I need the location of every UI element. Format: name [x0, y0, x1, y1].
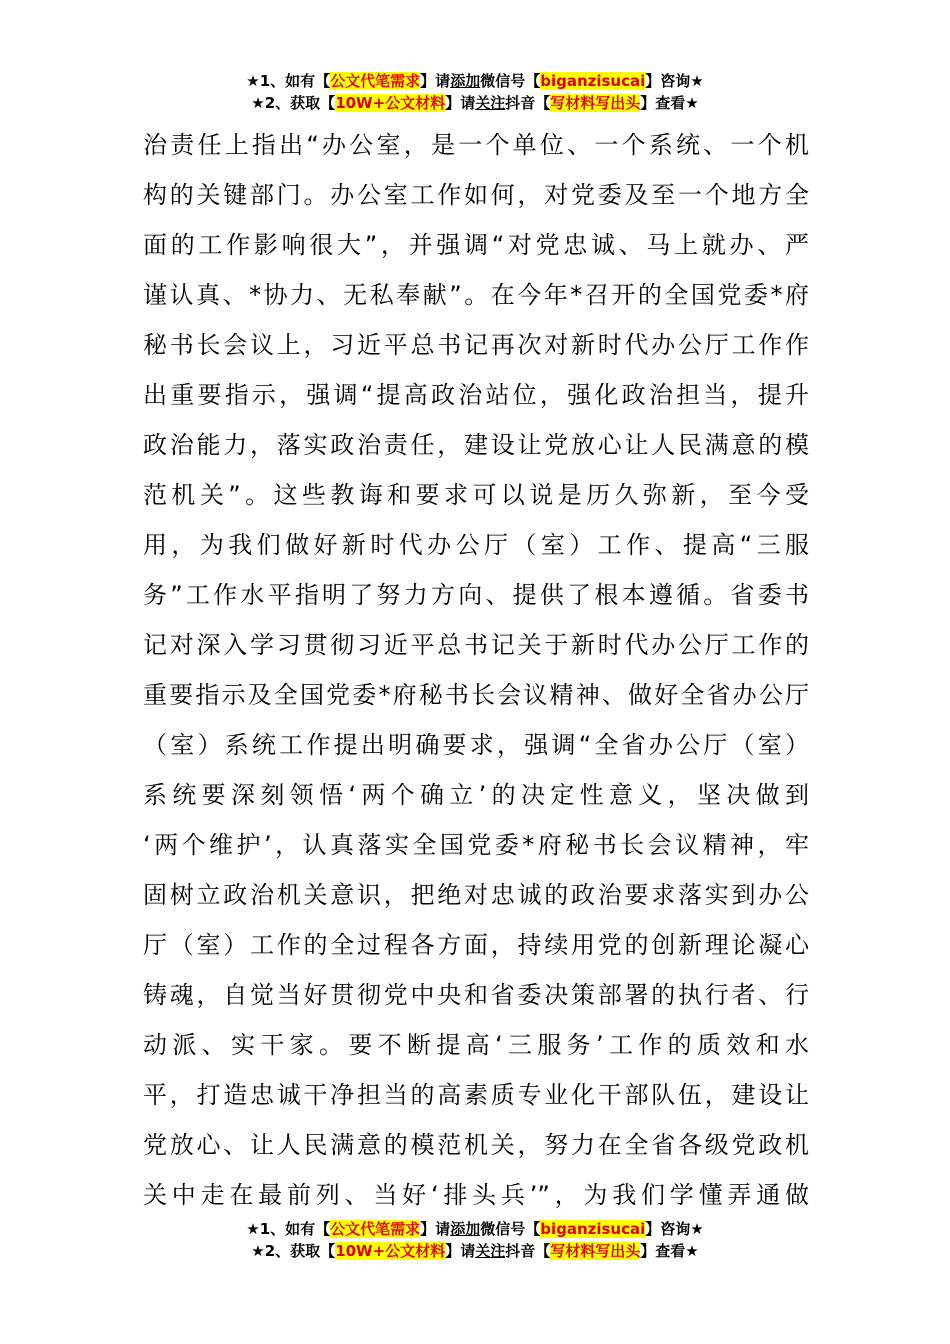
banner-line-1 — [0, 1218, 950, 1240]
banner-text: 微信号【 — [480, 1220, 541, 1238]
banner-text: 抖音【 — [505, 94, 551, 112]
banner-text: 】请 — [445, 94, 476, 112]
banner-underline: 添加 — [450, 1220, 481, 1238]
text-line: 关中走在最前列、当好‘排头兵’”，为我们学懂弄通做 — [143, 1181, 809, 1209]
text-line: 谨认真、*协力、无私奉献”。在今年*召开的全国党委*府 — [143, 281, 809, 309]
text-line: 治责任上指出“办公室，是一个单位、一个系统、一个机 — [143, 131, 809, 159]
text-line: 重要指示及全国党委*府秘书长会议精神、做好全省办公厅 — [143, 681, 809, 709]
banner-highlight: 写材料写出头 — [550, 94, 641, 112]
banner-line-2 — [0, 1240, 950, 1262]
banner-highlight: 10W+公文材料 — [335, 94, 446, 112]
text-line: 秘书长会议上，习近平总书记再次对新时代办公厅工作作 — [143, 331, 809, 359]
banner-highlight: biganzisucai — [540, 72, 646, 90]
banner-text: ★1、如有【 — [246, 72, 331, 90]
footer-banner — [0, 1218, 950, 1262]
text-line: 系统要深刻领悟‘两个确立’的决定性意义，坚决做到 — [143, 781, 809, 809]
text-line: （室）系统工作提出明确要求，强调“全省办公厅（室） — [143, 731, 809, 759]
banner-text: 】请 — [420, 72, 451, 90]
banner-highlight: biganzisucai — [540, 1220, 646, 1238]
banner-text: ★1、如有【 — [246, 1220, 331, 1238]
banner-highlight: 写材料写出头 — [550, 1242, 641, 1260]
banner-underline: 添加 — [450, 72, 481, 90]
banner-text: 】请 — [420, 1220, 451, 1238]
text-line: 构的关键部门。办公室工作如何，对党委及至一个地方全 — [143, 181, 809, 209]
text-line: 政治能力，落实政治责任，建设让党放心让人民满意的模 — [143, 431, 809, 459]
text-line: 面的工作影响很大”，并强调“对党忠诚、马上就办、严 — [143, 231, 809, 259]
banner-underline: 关注 — [475, 1242, 506, 1260]
banner-line-2 — [0, 92, 950, 114]
text-line: 用，为我们做好新时代办公厅（室）工作、提高“三服 — [143, 531, 809, 559]
banner-text: 微信号【 — [480, 72, 541, 90]
banner-highlight: 公文代笔需求 — [330, 72, 421, 90]
text-line: 动派、实干家。要不断提高‘三服务’工作的质效和水 — [143, 1031, 809, 1059]
text-line: 厅（室）工作的全过程各方面，持续用党的创新理论凝心 — [143, 931, 809, 959]
banner-line-1 — [0, 70, 950, 92]
banner-text: 】请 — [445, 1242, 476, 1260]
text-line: 出重要指示，强调“提高政治站位，强化政治担当，提升 — [143, 381, 809, 409]
banner-text: 】查看★ — [640, 94, 699, 112]
text-line: 铸魂，自觉当好贯彻党中央和省委决策部署的执行者、行 — [143, 981, 809, 1009]
banner-text: ★2、获取【 — [251, 94, 336, 112]
banner-text: ★2、获取【 — [251, 1242, 336, 1260]
banner-highlight: 公文代笔需求 — [330, 1220, 421, 1238]
banner-text: 】查看★ — [640, 1242, 699, 1260]
text-line: ‘两个维护’，认真落实全国党委*府秘书长会议精神，牢 — [143, 831, 809, 859]
banner-underline: 关注 — [475, 94, 506, 112]
text-line: 平，打造忠诚干净担当的高素质专业化干部队伍，建设让 — [143, 1081, 809, 1109]
banner-text: 抖音【 — [505, 1242, 551, 1260]
banner-text: 】咨询★ — [645, 72, 704, 90]
header-banner — [0, 70, 950, 114]
text-line: 务”工作水平指明了努力方向、提供了根本遵循。省委书 — [143, 581, 809, 609]
banner-highlight: 10W+公文材料 — [335, 1242, 446, 1260]
text-line: 党放心、让人民满意的模范机关，努力在全省各级党政机 — [143, 1131, 809, 1159]
body-paragraph — [143, 120, 809, 1220]
text-line: 固树立政治机关意识，把绝对忠诚的政治要求落实到办公 — [143, 881, 809, 909]
text-line: 范机关”。这些教诲和要求可以说是历久弥新，至今受 — [143, 481, 809, 509]
banner-text: 】咨询★ — [645, 1220, 704, 1238]
text-line: 记对深入学习贯彻习近平总书记关于新时代办公厅工作的 — [143, 631, 809, 659]
